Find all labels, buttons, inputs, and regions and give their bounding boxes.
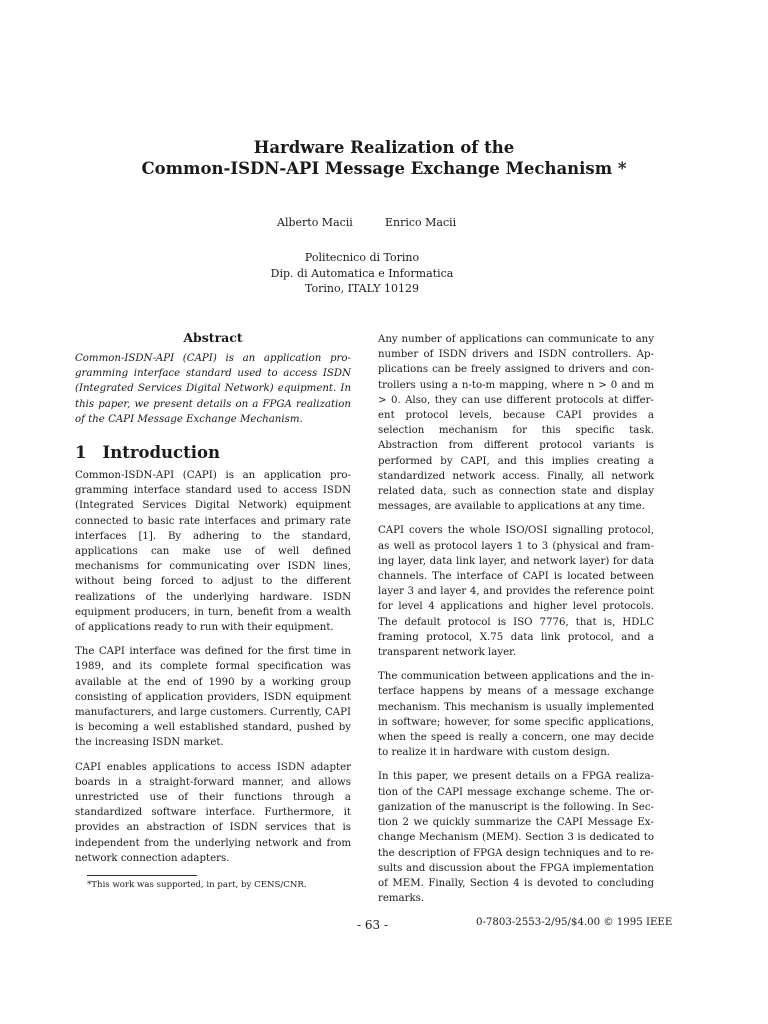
affiliation-address: Torino, ITALY 10129 bbox=[305, 282, 419, 295]
author-1: Alberto Macii bbox=[277, 216, 353, 229]
abstract-heading: Abstract bbox=[183, 330, 243, 345]
section-heading bbox=[75, 443, 351, 462]
paper-title bbox=[60, 137, 708, 179]
section-number: 1 bbox=[75, 443, 87, 463]
abstract-text: Common-ISDN-API (CAPI) is an application programming interface standard used to access ISDN (Integrated Services Digital Network) equipment. In this paper, we present details on a FPGA realization of the CAPI Message Exchange Mechanism. bbox=[75, 353, 351, 425]
paragraph: CAPI covers the whole ISO/OSI signalling protocol, as well as protocol layers 1 to 3 (physical and framing layer, data link layer, and network layer) for data channels. The interface of CAPI is located between layer 3 and layer 4, and provides the reference point for level 4 applications and higher level protocols. The default protocol is ISO 7776, that is, HDLC framing protocol, X.75 data link protocol, and a transparent network layer. bbox=[378, 525, 654, 659]
title-line-2: Common-ISDN-API Message Exchange Mechanism * bbox=[141, 159, 627, 178]
footnote-rule bbox=[87, 875, 197, 876]
paragraph: Any number of applications can communicate to any number of ISDN drivers and ISDN controllers. Applications can be freely assigned to drivers and controllers using a n-to-m mapping, where n > 0 and m > 0. Also, they can use different protocols at different protocol levels, because CAPI provides a selection mechanism for this specific task. Abstraction from different protocol variants is performed by CAPI, and this implies creating a standardized network access. Finally, all network related data, such as connection state and display messages, are available to applications at any time. bbox=[378, 334, 654, 513]
left-column bbox=[75, 330, 351, 891]
affiliation bbox=[200, 250, 524, 297]
footnote: *This work was supported, in part, by CENS/CNR. bbox=[87, 880, 307, 891]
paragraph: In this paper, we present details on a FPGA realization of the CAPI message exchange scheme. The organization of the manuscript is the following. In Section 2 we quickly summarize the CAPI Message Exchange Mechanism (MEM). Section 3 is dedicated to the description of FPGA design techniques and to results and discussion about the FPGA implementation of MEM. Finally, Section 4 is devoted to concluding remarks. bbox=[378, 771, 654, 905]
paragraph: The CAPI interface was defined for the first time in 1989, and its complete formal specification was available at the end of 1990 by a working group consisting of application providers, ISDN equipment manufacturers, and large customers. Currently, CAPI is becoming a well established standard, pushed by the increasing ISDN market. bbox=[75, 646, 351, 749]
author-2: Enrico Macii bbox=[385, 216, 457, 229]
paragraph: The communication between applications and the interface happens by means of a message exchange mechanism. This mechanism is usually implemented in software; however, for some specific applications, when the speed is really a concern, one may decide to realize it in hardware with custom design. bbox=[378, 671, 654, 759]
copyright-notice: 0-7803-2553-2/95/$4.00 © 1995 IEEE bbox=[476, 917, 673, 928]
title-line-1: Hardware Realization of the bbox=[253, 138, 515, 157]
paragraph: CAPI enables applications to access ISDN adapter boards in a straight-forward manner, and allows unrestricted use of their functions through a standardized software interface. Furthermore, it provides an abstraction of ISDN services that is independent from the underlying network and from network connection adapters. bbox=[75, 761, 351, 864]
affiliation-department: Dip. di Automatica e Informatica bbox=[270, 266, 454, 280]
page-number: - 63 - bbox=[357, 918, 389, 932]
right-column bbox=[378, 332, 654, 915]
affiliation-institution: Politecnico di Torino bbox=[304, 251, 420, 264]
section-title: Introduction bbox=[102, 443, 220, 463]
paragraph: Common-ISDN-API (CAPI) is an application programming interface standard used to access ISDN (Integrated Services Digital Network) equipment connected to basic rate interfaces and primary rate interfaces [1]. By adhering to the standard, applications can make use of well defined mechanisms for communicating over ISDN lines, without being forced to adjust to the different realizations of the underlying hardware. ISDN equipment producers, in turn, benefit from a wealth of applications ready to run with their equipment. bbox=[75, 470, 351, 634]
